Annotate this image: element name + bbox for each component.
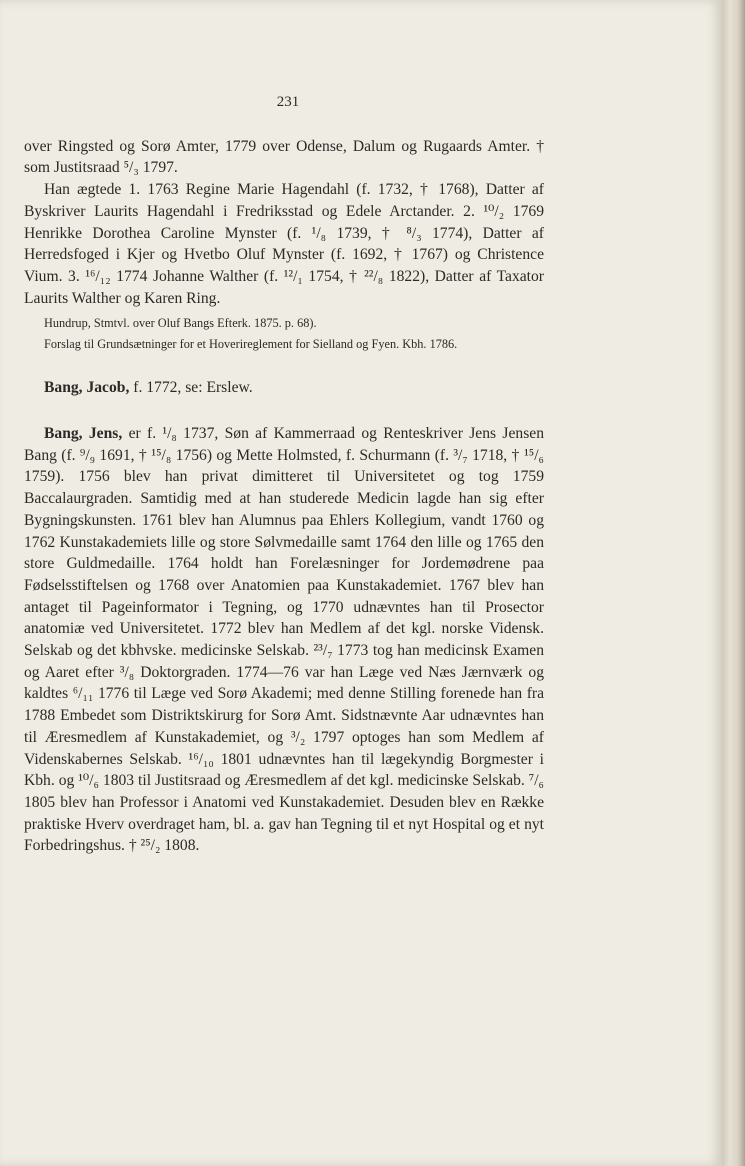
paragraph-continuation: over Ringsted og Sorø Amter, 1779 over Odense, Dalum og Rugaards Amter. † som Justitsraad ⁵/₃ 1797. — [24, 137, 544, 177]
page-text — [24, 92, 544, 857]
entry-bang-jens — [24, 423, 544, 857]
reference-source: Hundrup, Stmtvl. over Oluf Bangs Efterk. 1875. p. 68). — [44, 316, 317, 331]
page-edge — [722, 0, 745, 1166]
entry-text: er f. ¹/₈ 1737, Søn af Kammerraad og Renteskriver Jens Jensen Bang (f. ⁹/₉ 1691, † ¹⁵/₈ 1756) og Mette Holmsted, f. Schurmann (f. ³/₇ 1718, † ¹⁵/₆ 1759). 1756 blev han privat dimitteret til Universitetet og tog 1759 Baccalaurgraden. Samtidig med at han studerede Medicin lagde han sig efter Bygningskunsten. 1761 blev han Alumnus paa Ehlers Kollegium, vandt 1760 og 1762 Kunstakademiets lille og store Sølvmedaille samt 1764 den lille og 1765 den store Guldmedaille. 1764 holdt han Forelæsninger for Jordemødrene paa Fødselsstiftelsen og 1768 over Anatomien paa Kunstakademiet. 1767 blev han antaget til Pageinformator i Tegning, og 1770 udnævntes han til Prosector anatomiæ ved Universitetet. 1772 blev han Medlem af det kgl. norske Vidensk. Selskab og det kbhvske. medicinske Selskab. ²³/₇ 1773 tog han medicinsk Examen og Aaret efter ³/₈ Doktorgraden. 1774—76 var han Læge ved Næs Jærnværk og kaldtes ⁶/₁₁ 1776 til Læge ved Sorø Akademi; med denne Stilling forenede han fra 1788 Embedet som Distriktskirurg for Sorø Amt. Sidstnævnte Aar udnævntes han til Æresmedlem af Kunstakademiet, og ³/₂ 1797 optoges han som Medlem af Videnskabernes Selskab. ¹⁶/₁₀ 1801 udnævntes han til lægekyndig Borgmester i Kbh. og ¹⁰/₆ 1803 til Justitsraad og Æresmedlem af det kgl. medicinske Selskab. ⁷/₆ 1805 blev han Professor i Anatomi ved Kunstakademiet. Desuden blev en Række praktiske Hverv overdraget ham, bl. a. gav han Tegning til et nyt Hospital og et nyt Forbedringshus. † ²⁵/₂ 1808. — [24, 425, 544, 855]
page-number: 231 — [276, 94, 300, 110]
paragraph-marriages: Han ægtede 1. 1763 Regine Marie Hagendahl (f. 1732, † 1768), Datter af Byskriver Laurits Hagendahl i Fredriksstad og Edele Arctander. 2. ¹⁰/₂ 1769 Henrikke Dorothea Caroline Mynster (f. ¹/₈ 1739, † ⁸/₃ 1774), Datter af Herredsfoged i Kjer og Hvetbo Oluf Mynster (f. 1692, † 1767) og Christence Vium. 3. ¹⁶/₁₂ 1774 Johanne Walther (f. ¹²/₁ 1754, † ²²/₈ 1822), Datter af Taxator Laurits Walther og Karen Ring. — [24, 181, 544, 307]
entry-name: Bang, Jens, — [44, 425, 123, 443]
reference-publication: Forslag til Grundsætninger for et Hoverireglement for Sielland og Fyen. Kbh. 1786. — [44, 337, 458, 352]
entry-name: Bang, Jacob, — [44, 379, 130, 397]
entry-bang-jacob — [24, 377, 544, 399]
entry-text: f. 1772, se: Erslew. — [129, 379, 253, 397]
